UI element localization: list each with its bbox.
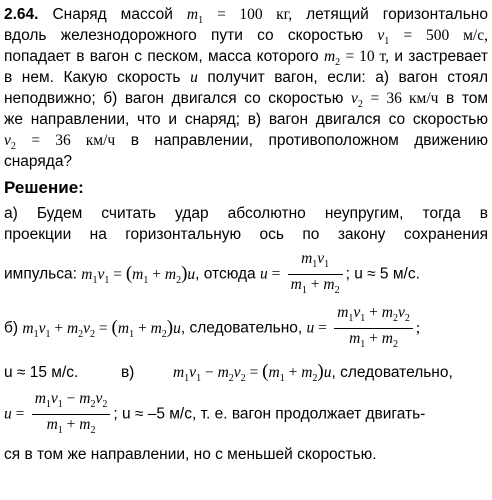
- u-symbol: u: [190, 69, 198, 86]
- fraction-c: $\frac{m_1v_1 - m_2v_2}{m_1 + m_2}$: [32, 390, 111, 439]
- momentum-equation-b: $m_1v_1 + m_2v_2 = (m_1 + m_2)u$: [22, 316, 181, 340]
- problem-line-5: неподвижно; б) вагон двигался со скоростью $v_2 = 36$ км/ч в том: [4, 90, 489, 110]
- solution-b-c-line: u ≈ 15 м/с. в) $m_1v_1 - m_2v_2 = (m_1 + m_2)u$, следовательно,: [4, 361, 453, 384]
- problem-line-3: попадает в вагон с песком, масса которого $m_2 = 10$ т, и застревает: [4, 48, 489, 68]
- problem-line-6: же направлении, что и снаряд; в) вагон двигался со скоростью: [4, 111, 488, 128]
- fraction-b: $\frac{m_1v_1 + m_2v_2}{m_1 + m_2}$: [334, 304, 413, 353]
- solution-b-line: б) $m_1v_1 + m_2v_2 = (m_1 + m_2)u$, следовательно, u = $\frac{m_1v_1 + m_2v_2}{m_1 + m_2}$ ;: [4, 304, 488, 350]
- momentum-equation-c: $m_1v_1 - m_2v_2 = (m_1 + m_2)u$: [172, 361, 332, 384]
- solution-a-line-2: проекции на горизонтальную ось по закону сохранения: [4, 226, 488, 243]
- problem-line-4: в нем. Какую скорость u получит вагон, если: а) вагон стоял: [4, 69, 488, 86]
- problem-line-8: снаряда?: [4, 153, 73, 170]
- momentum-equation-a: $m_1v_1 = (m_1 + m_2)u$: [81, 262, 196, 286]
- solution-c-last-line: ся в том же направлении, но с меньшей скоростью.: [4, 446, 377, 463]
- solution-a-line-1: а) Будем считать удар абсолютно неупругим, тогда в: [4, 205, 488, 222]
- solution-a-line-3: импульса: $m_1v_1 = (m_1 + m_2)u$, отсюда u = $\frac{m_1v_1}{m_1 + m_2}$ ; u ≈ 5 м/с.: [4, 250, 488, 296]
- fraction-a: $\frac{m_1v_1}{m_1 + m_2}$: [288, 250, 343, 299]
- m2-symbol: $m_2$: [323, 48, 341, 68]
- problem-line-7: $v_2 = 36$ км/ч в направлении, противоположном движению: [4, 132, 488, 152]
- problem-line-2: вдоль железнодорожного пути со скоростью $v_1 = 500$ м/с,: [4, 27, 488, 47]
- v2-symbol: $v_2$: [351, 90, 363, 110]
- solution-c-line: u = $\frac{m_1v_1 - m_2v_2}{m_1 + m_2}$ ; u ≈ –5 м/с, т. е. вагон продолжает двигать-: [4, 390, 488, 436]
- v1-symbol: $v_1$: [377, 27, 390, 47]
- solution-heading: Решение:: [4, 178, 84, 197]
- problem-number: 2.64.: [4, 6, 39, 23]
- problem-line-1: 2.64. Снаряд массой $m_1 = 100$ кг, летящий горизонтально: [4, 6, 488, 26]
- m1-symbol: $m_1$: [186, 6, 204, 26]
